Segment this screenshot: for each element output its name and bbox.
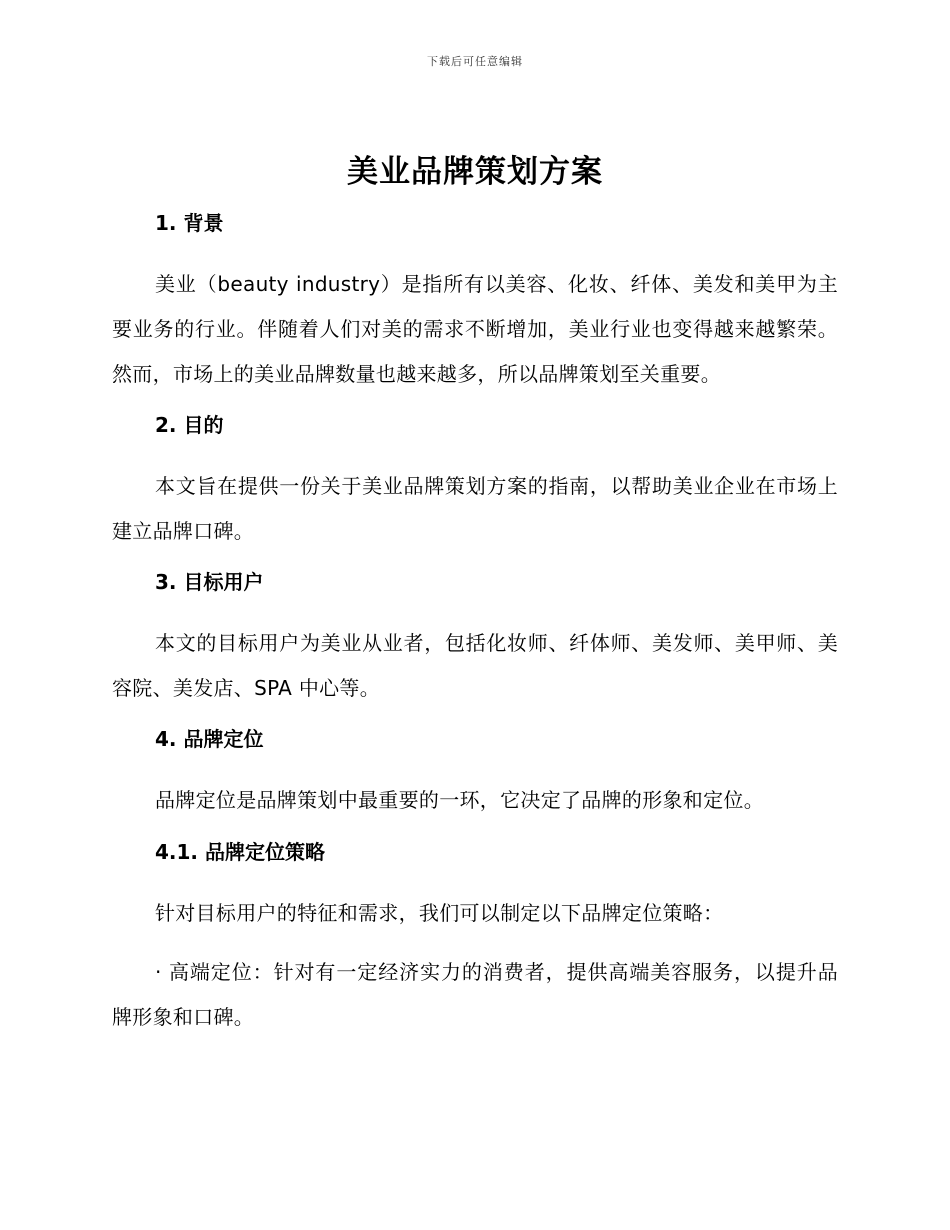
document-body <box>112 150 838 1053</box>
section-target-users <box>112 567 838 711</box>
section-heading: 4.1. 品牌定位策略 <box>155 840 325 864</box>
paragraph: 美业（beauty industry）是指所有以美容、化妆、纤体、美发和美甲为主要业务的行业。伴随着人们对美的需求不断增加，美业行业也变得越来越繁荣。然而，市场上的美业品牌数量也越来越多，所以品牌策划至关重要。 <box>112 272 838 386</box>
page-header-note: 下载后可任意编辑 <box>427 55 523 68</box>
section-background <box>112 208 838 397</box>
document-title: 美业品牌策划方案 <box>347 154 603 190</box>
paragraph: 品牌定位是品牌策划中最重要的一环，它决定了品牌的形象和定位。 <box>155 788 764 812</box>
paragraph: 本文的目标用户为美业从业者，包括化妆师、纤体师、美发师、美甲师、美容院、美发店、SPA 中心等。 <box>112 631 838 700</box>
section-heading: 1. 背景 <box>155 211 224 235</box>
section-heading: 3. 目标用户 <box>155 570 264 594</box>
section-purpose <box>112 410 838 554</box>
section-heading: 2. 目的 <box>155 413 224 437</box>
bullet-paragraph: · 高端定位：针对有一定经济实力的消费者，提供高端美容服务，以提升品牌形象和口碑。 <box>112 960 838 1029</box>
section-positioning-strategy <box>112 837 838 1040</box>
section-brand-positioning <box>112 724 838 823</box>
paragraph: 本文旨在提供一份关于美业品牌策划方案的指南，以帮助美业企业在市场上建立品牌口碑。 <box>112 474 838 543</box>
section-heading: 4. 品牌定位 <box>155 727 264 751</box>
paragraph: 针对目标用户的特征和需求，我们可以制定以下品牌定位策略： <box>155 901 724 925</box>
